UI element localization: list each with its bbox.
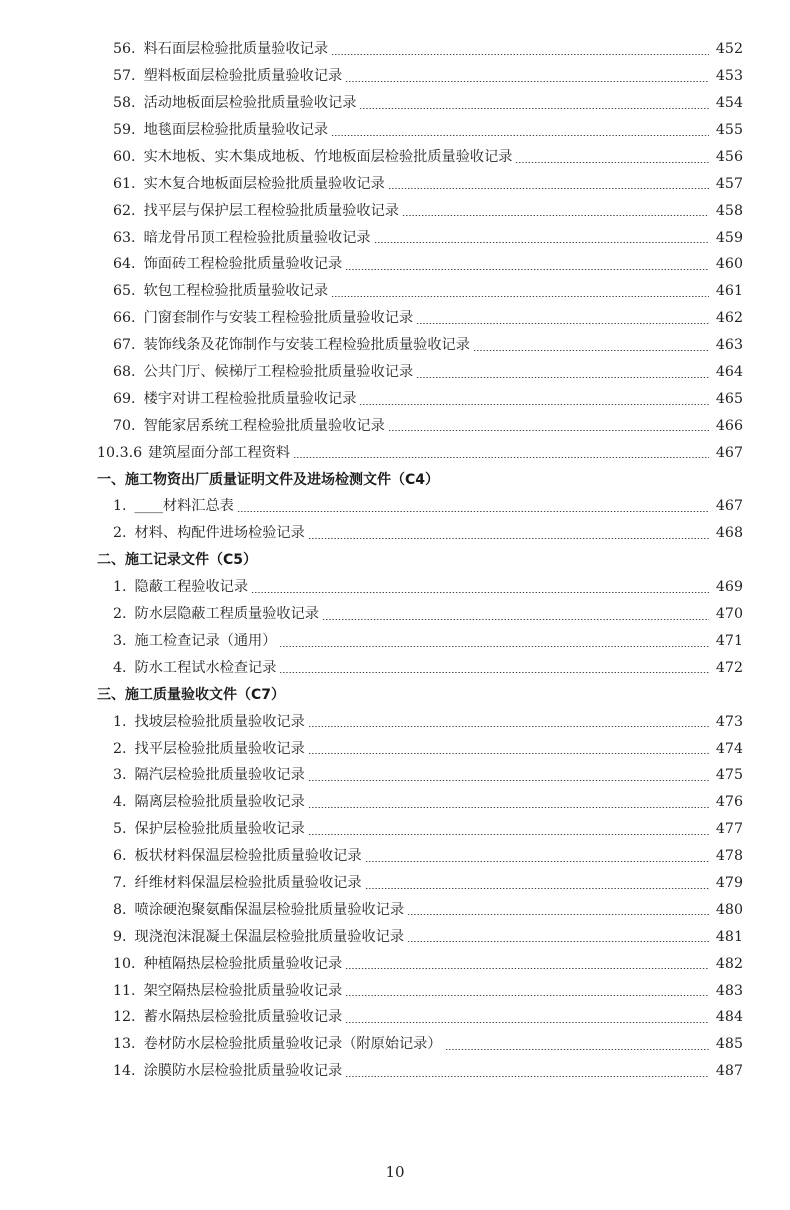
dot-leader bbox=[388, 430, 709, 431]
dot-leader bbox=[345, 81, 709, 82]
toc-entry-number: 1. bbox=[113, 713, 127, 730]
toc-entry-title: 施工检查记录（通用） bbox=[134, 632, 277, 649]
toc-entry-page-number: 471 bbox=[715, 632, 743, 649]
toc-entry-title: 材料、构配件进场检验记录 bbox=[134, 525, 305, 542]
toc-entry-page-number: 459 bbox=[715, 229, 743, 246]
toc-entry-page-number: 467 bbox=[715, 444, 743, 461]
dot-leader bbox=[308, 726, 709, 727]
toc-entry-page-number: 475 bbox=[715, 767, 743, 784]
toc-entry-number: 59. bbox=[113, 122, 136, 139]
toc-entry-page-number: 455 bbox=[715, 122, 743, 139]
dot-leader bbox=[279, 672, 709, 673]
toc-entry-title: 架空隔热层检验批质量验收记录 bbox=[143, 982, 343, 999]
toc-entry-title: 防水层隐蔽工程质量验收记录 bbox=[134, 606, 319, 623]
toc-section-heading bbox=[0, 681, 790, 708]
toc-entry-page-number: 472 bbox=[715, 659, 743, 676]
toc-entry-number: 69. bbox=[113, 390, 136, 407]
toc-entry-number: 61. bbox=[113, 175, 136, 192]
toc-entry-title: 隐蔽工程验收记录 bbox=[134, 579, 249, 596]
toc-entry[interactable] bbox=[0, 762, 790, 789]
dot-leader bbox=[308, 807, 709, 808]
toc-entry-page-number: 484 bbox=[715, 1009, 743, 1026]
toc-entry-title: 防水工程试水检查记录 bbox=[134, 659, 277, 676]
toc-entry-title: 种植隔热层检验批质量验收记录 bbox=[143, 955, 343, 972]
toc-entry-page-number: 481 bbox=[715, 928, 743, 945]
toc-entry-number: 3. bbox=[113, 632, 127, 649]
toc-entry-number: 12. bbox=[113, 1009, 136, 1026]
toc-entry[interactable] bbox=[0, 870, 790, 897]
toc-entry-number: 14. bbox=[113, 1063, 136, 1080]
toc-entry[interactable] bbox=[0, 601, 790, 628]
dot-leader bbox=[365, 861, 709, 862]
toc-entry-title: 实木复合地板面层检验批质量验收记录 bbox=[143, 175, 385, 192]
toc-entry[interactable] bbox=[0, 305, 790, 332]
toc-entry-number: 1. bbox=[113, 579, 127, 596]
toc-entry[interactable] bbox=[0, 843, 790, 870]
toc-entry[interactable] bbox=[0, 897, 790, 924]
toc-entry[interactable] bbox=[0, 144, 790, 171]
toc-entry-page-number: 478 bbox=[715, 848, 743, 865]
toc-entry-number: 67. bbox=[113, 337, 136, 354]
toc-entry-page-number: 474 bbox=[715, 740, 743, 757]
toc-entry[interactable] bbox=[0, 1004, 790, 1031]
toc-entry-page-number: 480 bbox=[715, 901, 743, 918]
toc-entry-page-number: 460 bbox=[715, 256, 743, 273]
toc-entry-title: 料石面层检验批质量验收记录 bbox=[143, 41, 329, 58]
toc-entry-page-number: 473 bbox=[715, 713, 743, 730]
toc-entry-number: 66. bbox=[113, 310, 136, 327]
toc-entry-page-number: 466 bbox=[715, 417, 743, 434]
toc-entry[interactable] bbox=[0, 735, 790, 762]
toc-entry-title: 楼宇对讲工程检验批质量验收记录 bbox=[143, 390, 357, 407]
toc-entry-title: 塑料板面层检验批质量验收记录 bbox=[143, 68, 343, 85]
toc-entry[interactable] bbox=[0, 36, 790, 63]
dot-leader bbox=[416, 377, 709, 378]
toc-entry-page-number: 452 bbox=[715, 41, 743, 58]
toc-entry-title: 板状材料保温层检验批质量验收记录 bbox=[134, 848, 362, 865]
toc-entry-page-number: 464 bbox=[715, 364, 743, 381]
toc-entry[interactable] bbox=[0, 412, 790, 439]
toc-entry-title: 涂膜防水层检验批质量验收记录 bbox=[143, 1063, 343, 1080]
toc-section-heading bbox=[0, 547, 790, 574]
toc-entry-title: 公共门厅、候梯厅工程检验批质量验收记录 bbox=[143, 364, 414, 381]
toc-entry-page-number: 487 bbox=[715, 1063, 743, 1080]
toc-entry-number: 56. bbox=[113, 41, 136, 58]
dot-leader bbox=[345, 269, 709, 270]
toc-entry[interactable] bbox=[0, 816, 790, 843]
toc-entry-page-number: 479 bbox=[715, 874, 743, 891]
toc-entry-title: 蓄水隔热层检验批质量验收记录 bbox=[143, 1009, 343, 1026]
dot-leader bbox=[345, 1076, 709, 1077]
toc-entry-title: 智能家居系统工程检验批质量验收记录 bbox=[143, 417, 385, 434]
toc-entry-number: 8. bbox=[113, 901, 127, 918]
toc-entry[interactable] bbox=[0, 708, 790, 735]
toc-entry-page-number: 482 bbox=[715, 955, 743, 972]
toc-entry-number: 4. bbox=[113, 659, 127, 676]
toc-entry-title: 隔离层检验批质量验收记录 bbox=[134, 794, 305, 811]
toc-entry-number: 5. bbox=[113, 821, 127, 838]
toc-entry[interactable] bbox=[0, 117, 790, 144]
toc-entry-title: 纤维材料保温层检验批质量验收记录 bbox=[134, 874, 362, 891]
toc-entry-number: 60. bbox=[113, 148, 136, 165]
page-number: 10 bbox=[385, 1163, 405, 1181]
toc-entry-number: 10.3.6 bbox=[97, 444, 143, 461]
toc-entry-number: 4. bbox=[113, 794, 127, 811]
toc-entry-number: 2. bbox=[113, 606, 127, 623]
toc-entry-number: 11. bbox=[113, 982, 136, 999]
toc-entry-number: 58. bbox=[113, 95, 136, 112]
toc-entry-title: 喷涂硬泡聚氨酯保温层检验批质量验收记录 bbox=[134, 901, 405, 918]
dot-leader bbox=[359, 404, 709, 405]
toc-entry-number: 7. bbox=[113, 874, 127, 891]
toc-entry[interactable] bbox=[0, 493, 790, 520]
toc-entry-number: 64. bbox=[113, 256, 136, 273]
toc-heading-title: 三、施工质量验收文件（C7） bbox=[97, 686, 286, 703]
toc-subsection-entry[interactable] bbox=[0, 439, 790, 466]
toc-entry-number: 2. bbox=[113, 525, 127, 542]
toc-entry[interactable] bbox=[0, 63, 790, 90]
table-of-contents bbox=[0, 36, 790, 1085]
dot-leader bbox=[251, 592, 709, 593]
toc-entry-title: 饰面砖工程检验批质量验收记录 bbox=[143, 256, 343, 273]
toc-entry[interactable] bbox=[0, 90, 790, 117]
dot-leader bbox=[293, 457, 709, 458]
toc-entry-page-number: 476 bbox=[715, 794, 743, 811]
dot-leader bbox=[308, 780, 709, 781]
toc-entry-number: 65. bbox=[113, 283, 136, 300]
toc-entry[interactable] bbox=[0, 520, 790, 547]
toc-entry[interactable] bbox=[0, 278, 790, 305]
toc-entry[interactable] bbox=[0, 332, 790, 359]
toc-entry-title: 软包工程检验批质量验收记录 bbox=[143, 283, 329, 300]
toc-entry[interactable] bbox=[0, 977, 790, 1004]
toc-entry-title: ____材料汇总表 bbox=[134, 498, 234, 515]
dot-leader bbox=[331, 135, 709, 136]
toc-entry-page-number: 461 bbox=[715, 283, 743, 300]
toc-entry[interactable] bbox=[0, 386, 790, 413]
toc-entry[interactable] bbox=[0, 251, 790, 278]
dot-leader bbox=[308, 538, 709, 539]
toc-entry-number: 2. bbox=[113, 740, 127, 757]
toc-entry-page-number: 454 bbox=[715, 95, 743, 112]
dot-leader bbox=[308, 753, 709, 754]
toc-entry[interactable] bbox=[0, 923, 790, 950]
toc-entry-page-number: 458 bbox=[715, 202, 743, 219]
dot-leader bbox=[345, 968, 709, 969]
toc-entry-title: 隔汽层检验批质量验收记录 bbox=[134, 767, 305, 784]
toc-entry-page-number: 465 bbox=[715, 390, 743, 407]
dot-leader bbox=[331, 296, 709, 297]
toc-entry-page-number: 469 bbox=[715, 579, 743, 596]
toc-entry-title: 地毯面层检验批质量验收记录 bbox=[143, 122, 329, 139]
toc-entry-page-number: 470 bbox=[715, 606, 743, 623]
dot-leader bbox=[322, 619, 709, 620]
toc-entry-number: 70. bbox=[113, 417, 136, 434]
toc-entry-page-number: 453 bbox=[715, 68, 743, 85]
toc-entry-page-number: 457 bbox=[715, 175, 743, 192]
toc-entry-title: 找平层检验批质量验收记录 bbox=[134, 740, 305, 757]
toc-entry-page-number: 462 bbox=[715, 310, 743, 327]
toc-entry[interactable] bbox=[0, 1031, 790, 1058]
toc-entry-page-number: 467 bbox=[715, 498, 743, 515]
toc-entry[interactable] bbox=[0, 628, 790, 655]
toc-entry-title: 活动地板面层检验批质量验收记录 bbox=[143, 95, 357, 112]
dot-leader bbox=[345, 1022, 709, 1023]
toc-entry-page-number: 477 bbox=[715, 821, 743, 838]
dot-leader bbox=[407, 941, 709, 942]
dot-leader bbox=[345, 995, 709, 996]
toc-entry-title: 装饰线条及花饰制作与安装工程检验批质量验收记录 bbox=[143, 337, 470, 354]
dot-leader bbox=[279, 646, 709, 647]
toc-entry-number: 57. bbox=[113, 68, 136, 85]
toc-entry[interactable] bbox=[0, 224, 790, 251]
toc-entry-number: 10. bbox=[113, 955, 136, 972]
toc-entry-page-number: 468 bbox=[715, 525, 743, 542]
dot-leader bbox=[416, 323, 709, 324]
dot-leader bbox=[445, 1049, 709, 1050]
toc-entry-title: 建筑屋面分部工程资料 bbox=[148, 444, 291, 461]
dot-leader bbox=[388, 188, 709, 189]
dot-leader bbox=[402, 215, 709, 216]
toc-entry[interactable] bbox=[0, 359, 790, 386]
toc-entry-number: 9. bbox=[113, 928, 127, 945]
dot-leader bbox=[359, 108, 709, 109]
toc-entry[interactable] bbox=[0, 170, 790, 197]
toc-entry-number: 6. bbox=[113, 848, 127, 865]
dot-leader bbox=[374, 242, 709, 243]
toc-entry-title: 实木地板、实木集成地板、竹地板面层检验批质量验收记录 bbox=[143, 148, 513, 165]
toc-section-heading bbox=[0, 466, 790, 493]
toc-entry-page-number: 483 bbox=[715, 982, 743, 999]
dot-leader bbox=[308, 834, 709, 835]
toc-heading-title: 一、施工物资出厂质量证明文件及进场检测文件（C4） bbox=[97, 471, 440, 488]
toc-entry[interactable] bbox=[0, 197, 790, 224]
toc-entry-page-number: 485 bbox=[715, 1036, 743, 1053]
toc-entry[interactable] bbox=[0, 1058, 790, 1085]
toc-entry-number: 63. bbox=[113, 229, 136, 246]
toc-heading-title: 二、施工记录文件（C5） bbox=[97, 552, 258, 569]
toc-entry-number: 68. bbox=[113, 364, 136, 381]
toc-entry[interactable] bbox=[0, 789, 790, 816]
toc-entry[interactable] bbox=[0, 950, 790, 977]
dot-leader bbox=[365, 888, 709, 889]
toc-entry-number: 62. bbox=[113, 202, 136, 219]
dot-leader bbox=[407, 914, 709, 915]
dot-leader bbox=[473, 350, 709, 351]
toc-entry-number: 13. bbox=[113, 1036, 136, 1053]
toc-entry-title: 找坡层检验批质量验收记录 bbox=[134, 713, 305, 730]
toc-entry-title: 现浇泡沫混凝土保温层检验批质量验收记录 bbox=[134, 928, 405, 945]
toc-entry-page-number: 463 bbox=[715, 337, 743, 354]
dot-leader bbox=[515, 162, 709, 163]
toc-entry-page-number: 456 bbox=[715, 148, 743, 165]
toc-entry-title: 门窗套制作与安装工程检验批质量验收记录 bbox=[143, 310, 414, 327]
toc-entry-title: 保护层检验批质量验收记录 bbox=[134, 821, 305, 838]
toc-entry-number: 3. bbox=[113, 767, 127, 784]
toc-entry[interactable] bbox=[0, 654, 790, 681]
toc-entry-title: 找平层与保护层工程检验批质量验收记录 bbox=[143, 202, 399, 219]
toc-entry-title: 卷材防水层检验批质量验收记录（附原始记录） bbox=[143, 1036, 442, 1053]
toc-entry-number: 1. bbox=[113, 498, 127, 515]
dot-leader bbox=[237, 511, 709, 512]
toc-entry[interactable] bbox=[0, 574, 790, 601]
toc-entry-title: 暗龙骨吊顶工程检验批质量验收记录 bbox=[143, 229, 371, 246]
dot-leader bbox=[331, 54, 709, 55]
